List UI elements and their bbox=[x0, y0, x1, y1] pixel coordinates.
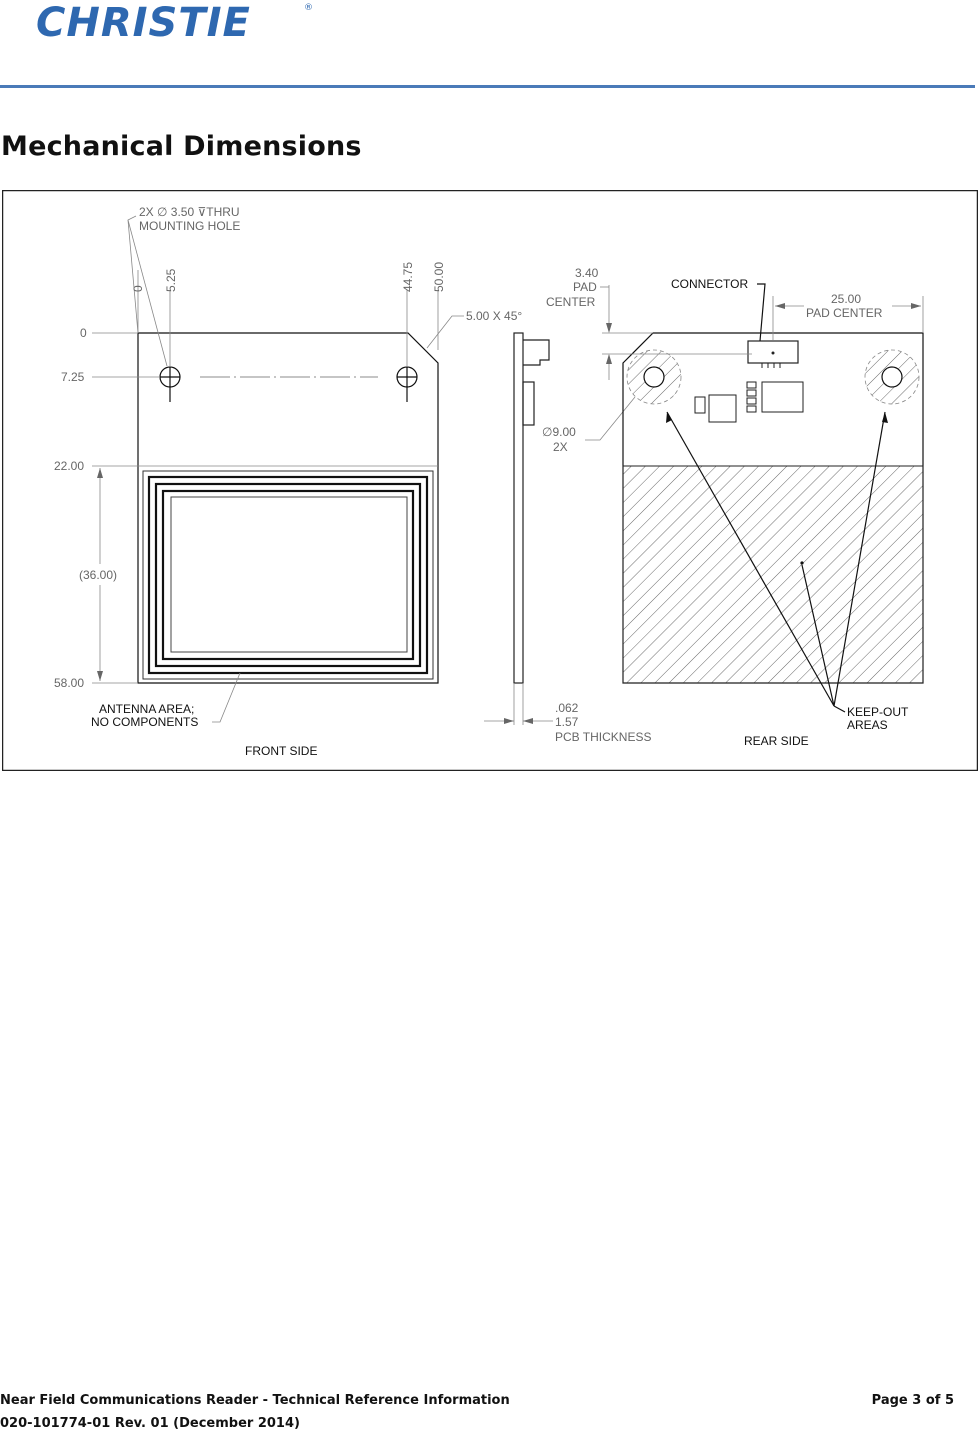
footer-doc-title: Near Field Communications Reader - Technical Reference Information bbox=[0, 1393, 510, 1408]
x-dim-0: 0 bbox=[131, 285, 145, 292]
thickness-mm: 1.57 bbox=[555, 715, 579, 729]
logo-wordmark: CHRISTIE bbox=[36, 0, 251, 44]
pad-spacing-label: PAD CENTER bbox=[806, 306, 883, 320]
keepout-label-1: KEEP-OUT bbox=[847, 705, 909, 719]
rear-hole-right bbox=[882, 367, 902, 387]
rear-keepout-area bbox=[623, 466, 923, 683]
y-dim-0: 0 bbox=[80, 326, 87, 340]
y-dim-725: 7.25 bbox=[61, 370, 85, 384]
pad-spacing-value: 25.00 bbox=[831, 292, 862, 306]
antenna-label-line1: ANTENNA AREA; bbox=[99, 702, 195, 716]
front-side-label: FRONT SIDE bbox=[245, 744, 318, 758]
chamfer-label: 5.00 X 45° bbox=[466, 309, 523, 323]
pad-diameter: ∅9.00 bbox=[542, 425, 576, 439]
y-dim-3600: (36.00) bbox=[79, 568, 118, 582]
keepout-dot bbox=[800, 561, 803, 564]
pad-count: 2X bbox=[553, 440, 568, 454]
y-dim-2200: 22.00 bbox=[54, 459, 85, 473]
connector-pin1-dot bbox=[772, 352, 775, 355]
x-dim-5000: 50.00 bbox=[432, 261, 446, 292]
hole-note-line1: 2X ∅ 3.50 ⊽THRU bbox=[139, 205, 240, 219]
page-title: Mechanical Dimensions bbox=[1, 131, 362, 162]
rear-side-label: REAR SIDE bbox=[744, 734, 809, 748]
pad-dim-label-1: PAD bbox=[573, 280, 597, 294]
antenna-label-line2: NO COMPONENTS bbox=[91, 715, 199, 729]
header-rule bbox=[0, 85, 975, 88]
footer-doc-number: 020-101774-01 Rev. 01 (December 2014) bbox=[0, 1416, 300, 1431]
keepout-label-2: AREAS bbox=[847, 718, 888, 732]
pad-dim-value: 3.40 bbox=[575, 266, 599, 280]
drawing-svg bbox=[2, 190, 978, 771]
connector-label: CONNECTOR bbox=[671, 277, 749, 291]
logo-registered-mark: ® bbox=[304, 3, 313, 13]
logo-graphic bbox=[36, 0, 326, 44]
x-dim-525: 5.25 bbox=[164, 268, 178, 292]
christie-logo bbox=[36, 0, 326, 44]
rear-hole-left bbox=[644, 367, 664, 387]
pcb-thickness-label: PCB THICKNESS bbox=[555, 730, 652, 744]
mechanical-drawing bbox=[2, 190, 978, 771]
x-dim-4475: 44.75 bbox=[401, 261, 415, 292]
thickness-inch: .062 bbox=[555, 701, 579, 715]
y-dim-5800: 58.00 bbox=[54, 676, 85, 690]
pad-dim-label-2: CENTER bbox=[546, 295, 596, 309]
footer-page-number: Page 3 of 5 bbox=[871, 1393, 954, 1408]
hole-note-line2: MOUNTING HOLE bbox=[139, 219, 241, 233]
